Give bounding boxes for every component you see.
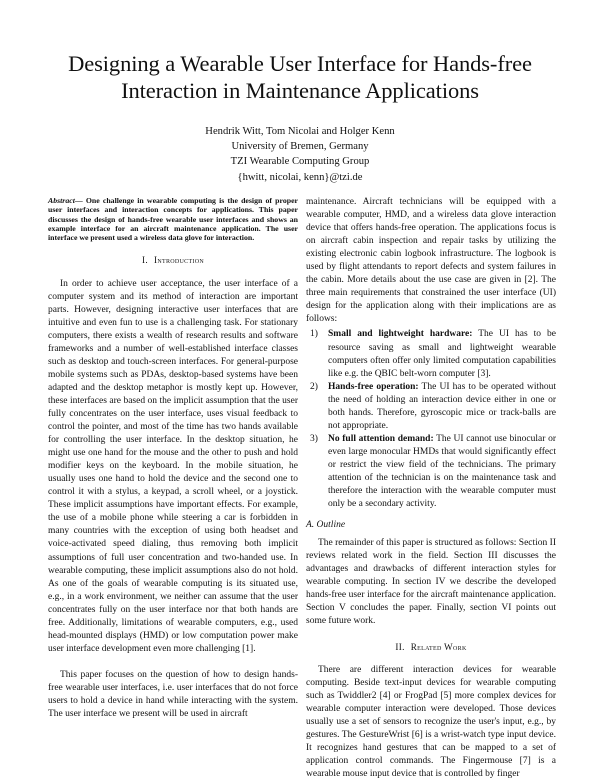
intro-paragraph-2: This paper focuses on the question of how to design hands-free wearable user interfaces, i.e. user interfaces that do not force users to hold a device in hand while interacting with the system. The user interface we present will be used in aircraft bbox=[48, 669, 298, 720]
requirement-text: The UI has to be resource saving as small and lightweight wearable computers often offer only limited computation capabilities like e.g. the QBIC belt-worn computer [3]. bbox=[328, 329, 556, 379]
requirement-item bbox=[306, 433, 556, 511]
outline-paragraph: The remainder of this paper is structured as follows: Section II reviews related work in the field. Section III discusses the advantages and drawbacks of different interaction styles for wearable computing. In section IV we describe the developed hands-free user interface for the aircraft maintenance application. Section V concludes the paper. Finally, section VI points out some future work. bbox=[306, 538, 556, 627]
title-line-2: Interaction in Maintenance Applications bbox=[121, 78, 479, 103]
requirement-title: No full attention demand: bbox=[328, 433, 434, 444]
requirement-item bbox=[306, 381, 556, 433]
intro-paragraph-1: In order to achieve user acceptance, the user interface of a computer system and its method of interaction are important parts. However, designing interactive user interfaces that are intuitive and even fun to use is a challenging task. For stationary computers, there exists a wealth of research results and software frameworks and a number of well-established interface classes such as desktop and touch-screen interfaces. For general-purpose mobile systems such as PDAs, desktop-based systems have been adapted and the desktop metaphor is mostly kept up. However, these interfaces are based on the implicit assumption that the user fully concentrates on the user interface, uses visual feedback to control the pointer, and most of the time has two hands available for controlling the user interface. In the desktop situation, he might use one hand for the mouse and the other to push and hold modifier keys on the keyboard. In the mobile situation, he usually uses one hand to hold the device and the second one to control it with a stylus, a keypad, a scroll wheel, or a joystick. These implicit assumptions have important effects. For example, the use of a mobile phone while steering a car is forbidden in many countries with the exception of using both headset and voice-activated speed dialing, thus removing both implicit assumptions of full user concentration and two-handed use. In wearable computing, these implicit assumptions also do not hold. As one of the goals of wearable computing is its situated use, e.g., in a work environment, we neither can assume that the user concentrates fully on the user interface nor that both hands are free. Additionally, limitations of wearable computers, e.g., used head-mounted displays (HMD) or low computation power make user interface development even more challenging [1]. bbox=[48, 278, 298, 654]
section-heading-related-work bbox=[306, 641, 556, 654]
abstract bbox=[48, 196, 298, 242]
author-block bbox=[100, 124, 500, 185]
requirement-number: 3) bbox=[310, 433, 318, 444]
left-column bbox=[48, 196, 298, 721]
affiliation-group: TZI Wearable Computing Group bbox=[230, 156, 370, 168]
affiliation-university: University of Bremen, Germany bbox=[231, 141, 369, 153]
section-number: II. bbox=[395, 641, 405, 652]
section-heading-introduction bbox=[48, 254, 298, 267]
title-line-1: Designing a Wearable User Interface for Hands-free bbox=[68, 51, 532, 76]
right-column bbox=[306, 196, 556, 781]
section-title: Related Work bbox=[410, 641, 467, 652]
section-title: Introduction bbox=[153, 255, 204, 266]
intro-continuation: maintenance. Aircraft technicians will be equipped with a wearable computer, HMD, and a wireless data glove interaction device that offers hands-free operation. The applications focus is on aircraft cabin inspection and repair tasks by utilizing the existing electronic cabin logbook infrastructure. The logbook is used by flight attendants to report defects and system failures in the cabin. More details about the use case are given in [2]. The three main requirements that constrained the user interface (UI) design for the application along with their implications are as follows: bbox=[306, 197, 556, 325]
section-number: I. bbox=[142, 255, 148, 266]
abstract-lead: Abstract bbox=[48, 196, 75, 205]
requirement-number: 2) bbox=[310, 381, 318, 392]
requirement-number: 1) bbox=[310, 329, 318, 340]
author-names: Hendrik Witt, Tom Nicolai and Holger Kenn bbox=[205, 126, 395, 137]
requirement-title: Small and lightweight hardware: bbox=[328, 329, 473, 340]
requirement-title: Hands-free operation: bbox=[328, 381, 419, 392]
author-email: {hwitt, nicolai, kenn}@tzi.de bbox=[237, 171, 363, 183]
requirement-text: The UI has to be operated without the need of holding an interaction device either in one or both hands. Therefore, gyroscopic mice or track-balls are not appropriate. bbox=[328, 381, 556, 431]
subsection-heading-outline: A. Outline bbox=[306, 520, 346, 531]
requirement-item bbox=[306, 328, 556, 380]
requirements-list bbox=[306, 328, 556, 511]
requirement-text: The UI cannot use binocular or even large monocular HMDs that would significantly effect or restrict the view field of the technicians. The primary attention of the technician is on the maintenance task and therefore the interaction with the wearable computer must only be a secondary activity. bbox=[328, 433, 556, 510]
paper-title bbox=[30, 50, 570, 104]
related-work-paragraph: There are different interaction devices for wearable computing. Beside text-input devices for wearable computing such as Twiddler2 [4] or FrogPad [5] more complex devices for wearable computer interaction were developed. Those devices usually use a set of sensors to recognize the user's input, e.g., by gestures. The GestureWrist [6] is a wrist-watch type input device. It recognizes hand gestures that can be mapped to a set of application control commands. The Fingermouse [7] is a wearable mouse input device that is controlled by finger bbox=[306, 664, 556, 779]
abstract-text: — One challenge in wearable computing is the design of proper user interfaces and interaction concepts for applications. This paper discusses the design of hands-free wearable user interfaces and shows an example interface for an aircraft maintenance application. The user interface we present used a wireless data glove for interaction. bbox=[48, 196, 298, 243]
